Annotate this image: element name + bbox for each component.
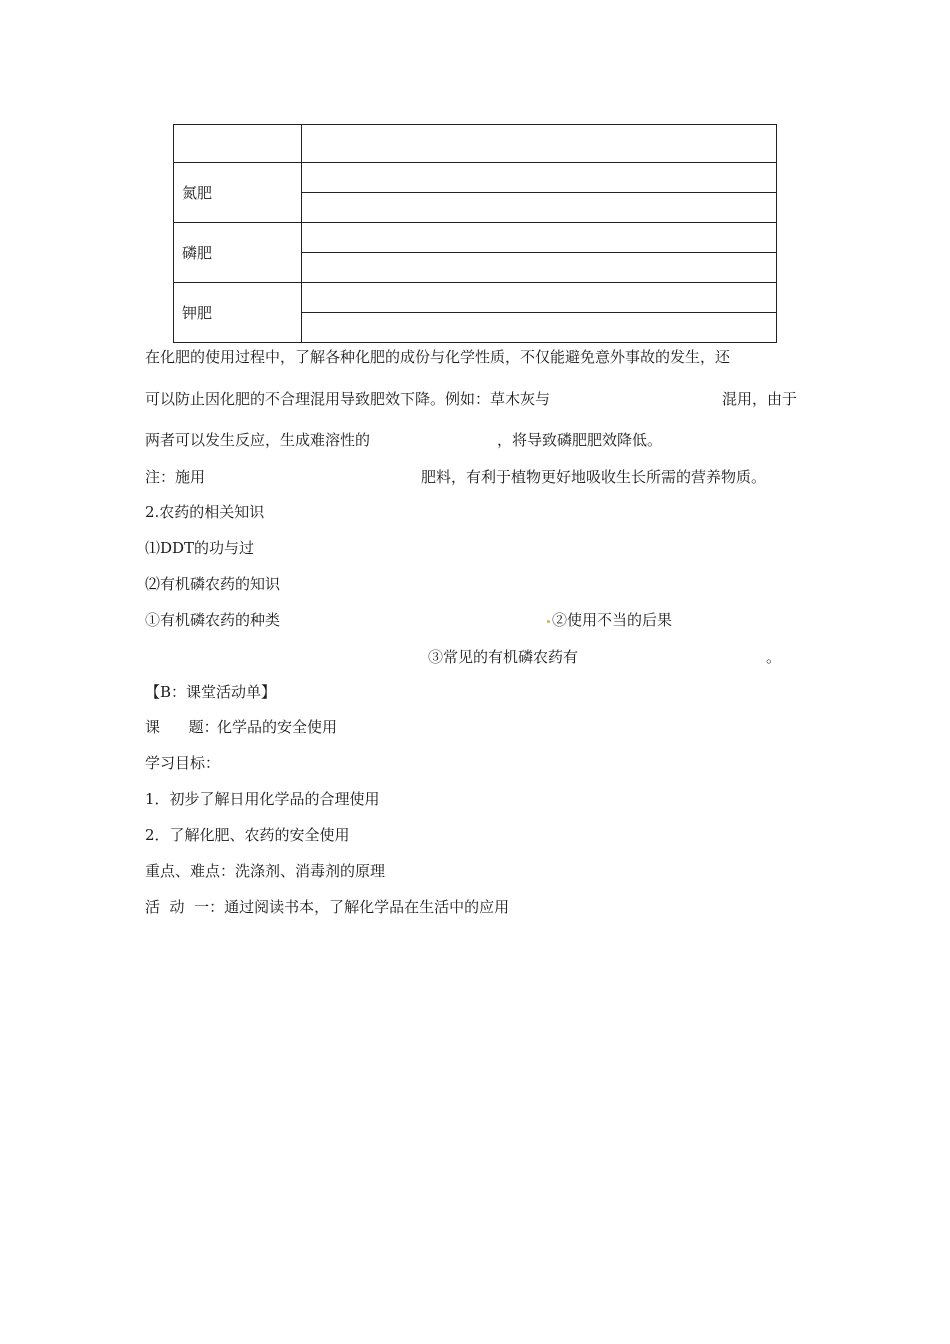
topic-label: 课 题： [145,718,219,736]
paragraph-line: 两者可以发生反应，生成难溶性的 [145,431,371,449]
goal-item: 1．初步了解日用化学品的合理使用 [145,790,380,808]
section-heading: 2.农药的相关知识 [145,503,265,521]
table-cell-blank [302,163,777,193]
table-cell-blank [302,193,777,223]
note-text: 肥料，有利于植物更好地吸收生长所需的营养物质。 [421,468,767,486]
table-cell-label: 磷肥 [174,223,302,283]
list-item: ①有机磷农药的种类 [145,611,281,629]
table-cell-label: 钾肥 [174,283,302,343]
table-row [174,283,777,313]
table-cell-blank [302,253,777,283]
fertilizer-table [173,124,777,343]
note-label: 注：施用 [145,468,206,486]
list-item: ⑵有机磷农药的知识 [145,575,281,593]
table-cell-blank [302,223,777,253]
table-cell-blank [302,283,777,313]
ink-dot [547,620,550,623]
paragraph-line: ，将导致磷肥肥效降低。 [497,431,663,449]
table-cell-blank [302,313,777,343]
table-row [174,163,777,193]
table-cell-label: 氮肥 [174,163,302,223]
topic-text: 化学品的安全使用 [217,718,338,736]
key-points: 重点、难点：洗涤剂、消毒剂的原理 [145,862,386,880]
table-row [174,223,777,253]
table-cell-blank [302,125,777,163]
list-item: ⑴DDT的功与过 [145,539,255,557]
list-item: ③常见的有机磷农药有 [428,648,579,666]
paragraph-line: 在化肥的使用过程中，了解各种化肥的成份与化学性质，不仅能避免意外事故的发生，还 [145,348,731,366]
table-cell-label [174,125,302,163]
activity-one: 活 动 一：通过阅读书本，了解化学品在生活中的应用 [145,898,510,916]
paragraph-line: 混用，由于 [722,390,798,408]
paragraph-line: 可以防止因化肥的不合理混用导致肥效下降。例如：草木灰与 [145,390,551,408]
activity-title: 【B：课堂活动单】 [145,683,277,701]
list-item: ②使用不当的后果 [552,611,673,629]
goals-label: 学习目标： [145,754,221,772]
list-item-end: 。 [766,648,782,666]
table-row [174,125,777,163]
goal-item: 2．了解化肥、农药的安全使用 [145,826,350,844]
